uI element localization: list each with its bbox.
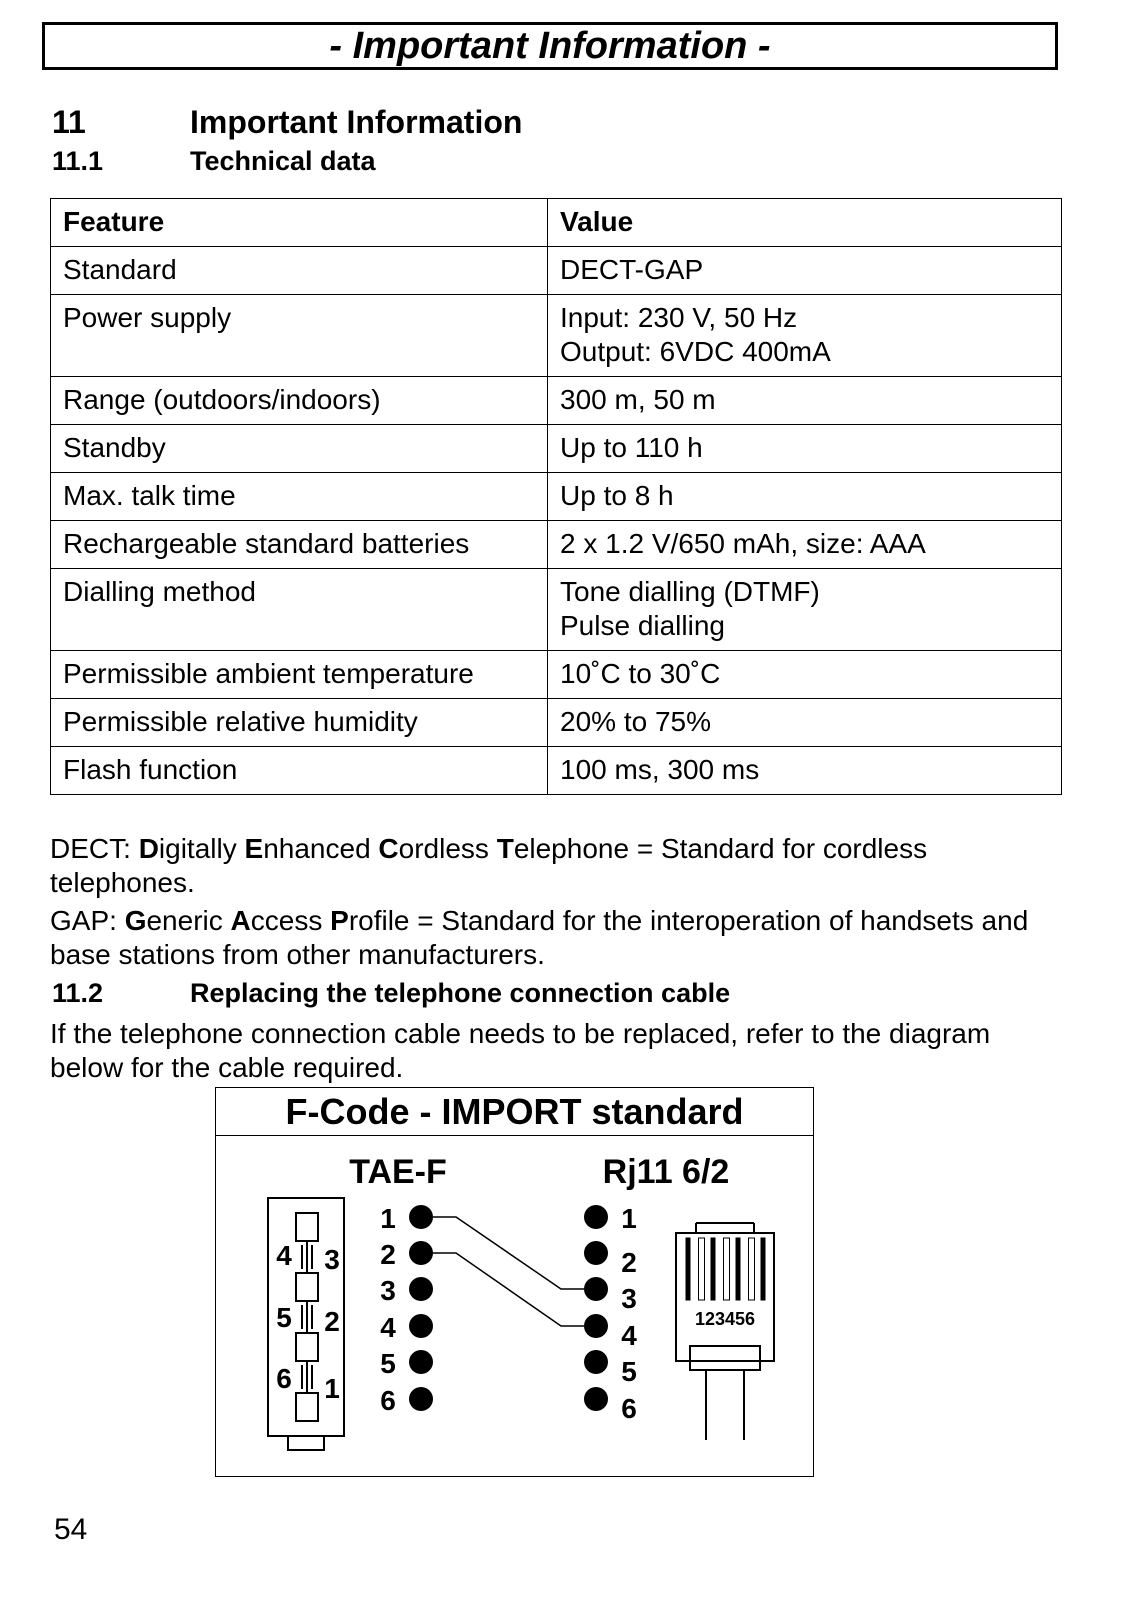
term-prefix: GAP: [50, 905, 125, 936]
rj11-pin-number: 5 [621, 1356, 637, 1387]
rj11-pin-dot [584, 1277, 608, 1301]
feature-cell: Permissible ambient temperature [51, 651, 548, 699]
tae-pin-number: 1 [380, 1203, 396, 1234]
value-cell [548, 651, 1062, 699]
diagram-title: F-Code - IMPORT standard [216, 1088, 813, 1136]
acronym-letter: C [378, 833, 399, 864]
acronym-word-rest: nhanced [263, 833, 379, 864]
rj11-pin-number: 6 [621, 1393, 637, 1424]
acronym-letter: P [330, 905, 349, 936]
feature-cell: Max. talk time [51, 473, 548, 521]
value-line: 10˚C to 30˚C [560, 658, 721, 689]
rj11-pins [584, 1203, 637, 1424]
tae-pin-dot [409, 1387, 433, 1411]
table-row [51, 247, 1062, 295]
connection-wires [433, 1217, 584, 1326]
feature-cell: Standard [51, 247, 548, 295]
value-line: DECT-GAP [560, 254, 704, 285]
plug-contact-stripe [699, 1238, 705, 1300]
section-title: Important Information [190, 104, 523, 140]
feature-cell: Standby [51, 425, 548, 473]
value-line: 300 m, 50 m [560, 384, 716, 415]
tae-pin-number: 6 [380, 1385, 396, 1416]
value-cell [548, 569, 1062, 651]
section-number: 11 [52, 104, 86, 140]
value-cell [548, 377, 1062, 425]
value-cell [548, 521, 1062, 569]
value-line: 20% to 75% [560, 706, 711, 737]
tae-pin-dot [409, 1205, 433, 1229]
acronym-word-rest: eneric [146, 905, 231, 936]
plug-contact-stripe [761, 1238, 765, 1300]
column-header-feature: Feature [51, 199, 548, 247]
wiring-drawing [216, 1088, 815, 1478]
plug-contact-stripe [736, 1238, 740, 1300]
value-cell [548, 295, 1062, 377]
feature-cell: Range (outdoors/indoors) [51, 377, 548, 425]
value-cell [548, 247, 1062, 295]
value-cell [548, 473, 1062, 521]
rj11-pin-number: 3 [621, 1283, 637, 1314]
value-line: 100 ms, 300 ms [560, 754, 760, 785]
column-header-value: Value [548, 199, 1062, 247]
tae-pin-number: 4 [380, 1312, 396, 1343]
rj11-pin-dot [584, 1350, 608, 1374]
cable-wiring-diagram [215, 1087, 814, 1477]
value-line: Up to 8 h [560, 480, 674, 511]
page-header-title: - Important Information - [42, 22, 1058, 70]
subsection-number: 11.2 [52, 978, 104, 1008]
subsection-heading-cable [52, 978, 1052, 1010]
table-row [51, 473, 1062, 521]
cable-instructions: If the telephone connection cable needs to be replaced, refer to the diagram below for the cable required. [50, 1018, 991, 1083]
tae-contact-label-right: 3 [324, 1244, 340, 1275]
acronym-letter: T [496, 833, 514, 864]
tae-f-label: TAE-F [349, 1153, 447, 1191]
table-row [51, 699, 1062, 747]
tae-contact-label-right: 1 [324, 1373, 340, 1404]
feature-cell: Permissible relative humidity [51, 699, 548, 747]
tae-contact-label-left: 6 [276, 1363, 292, 1394]
feature-cell: Rechargeable standard batteries [51, 521, 548, 569]
table-row [51, 521, 1062, 569]
term-prefix: DECT: [50, 833, 139, 864]
subsection-heading-technical-data [52, 146, 952, 178]
feature-cell: Dialling method [51, 569, 548, 651]
subsection-number: 11.1 [52, 146, 104, 176]
tae-contact-label-right: 2 [324, 1306, 340, 1337]
value-line: Output: 6VDC 400mA [560, 336, 831, 367]
rj11-pin-dot [584, 1387, 608, 1411]
rj11-contacts-icon [686, 1238, 765, 1300]
tae-contact-label-left: 5 [276, 1302, 292, 1333]
rj11-pin-number: 2 [621, 1247, 637, 1278]
table-row [51, 747, 1062, 795]
value-cell [548, 747, 1062, 795]
value-line: Input: 230 V, 50 Hz [560, 302, 798, 333]
feature-cell: Power supply [51, 295, 548, 377]
acronym-letter: E [244, 833, 264, 864]
feature-cell: Flash function [51, 747, 548, 795]
page-number: 54 [54, 1513, 88, 1546]
acronym-letter: A [230, 905, 251, 936]
plug-contact-stripe [749, 1238, 755, 1300]
rj11-pin-number: 1 [621, 1203, 637, 1234]
rj11-pin-dot [584, 1314, 608, 1338]
rj11-pin-number: 4 [621, 1320, 637, 1351]
tae-contact-label-left: 4 [276, 1240, 292, 1271]
acronym-letter: G [124, 905, 147, 936]
value-cell [548, 699, 1062, 747]
acronym-word-rest: igitally [158, 833, 245, 864]
definition-text: = Standard for the interoperation of handsets and base stations from other manufacturers. [50, 905, 1029, 970]
value-line: Up to 110 h [560, 432, 703, 463]
value-line: Tone dialling (DTMF) [560, 576, 820, 607]
dect-definition [50, 832, 1060, 900]
gap-definition [50, 904, 1060, 972]
acronym-word-rest: elephone [513, 833, 630, 864]
plug-contact-stripe [686, 1238, 690, 1300]
subsection-title: Replacing the telephone connection cable [190, 978, 731, 1008]
plug-contact-stripe [724, 1238, 730, 1300]
rj11-pin-numbers: 123456 [694, 1309, 756, 1329]
value-line: 2 x 1.2 V/650 mAh, size: AAA [560, 528, 926, 559]
definition-text: = Standard for cordless telephones. [50, 833, 928, 898]
table-row [51, 425, 1062, 473]
table-row [51, 651, 1062, 699]
tae-f-pins [380, 1203, 433, 1416]
table-row [51, 377, 1062, 425]
rj11-pin-dot [584, 1205, 608, 1229]
tae-pin-dot [409, 1314, 433, 1338]
acronym-word-rest: rofile [348, 905, 410, 936]
table-row [51, 295, 1062, 377]
plug-contact-stripe [711, 1238, 715, 1300]
acronym-word-rest: ordless [398, 833, 497, 864]
rj11-pin-dot [584, 1241, 608, 1265]
tae-pin-number: 3 [380, 1275, 396, 1306]
table-row [51, 569, 1062, 651]
tae-pin-dot [409, 1277, 433, 1301]
value-cell [548, 425, 1062, 473]
acronym-letter: D [138, 833, 159, 864]
value-line: Pulse dialling [560, 610, 725, 641]
section-heading [52, 104, 952, 142]
tae-pin-number: 2 [380, 1239, 396, 1270]
technical-data-table [50, 198, 1062, 795]
tae-pin-number: 5 [380, 1348, 396, 1379]
acronym-word-rest: ccess [250, 905, 331, 936]
tae-pin-dot [409, 1241, 433, 1265]
rj11-label: Rj11 6/2 [602, 1153, 730, 1191]
subsection-title: Technical data [190, 146, 376, 176]
tae-pin-dot [409, 1350, 433, 1374]
table-header-row [51, 199, 1062, 247]
